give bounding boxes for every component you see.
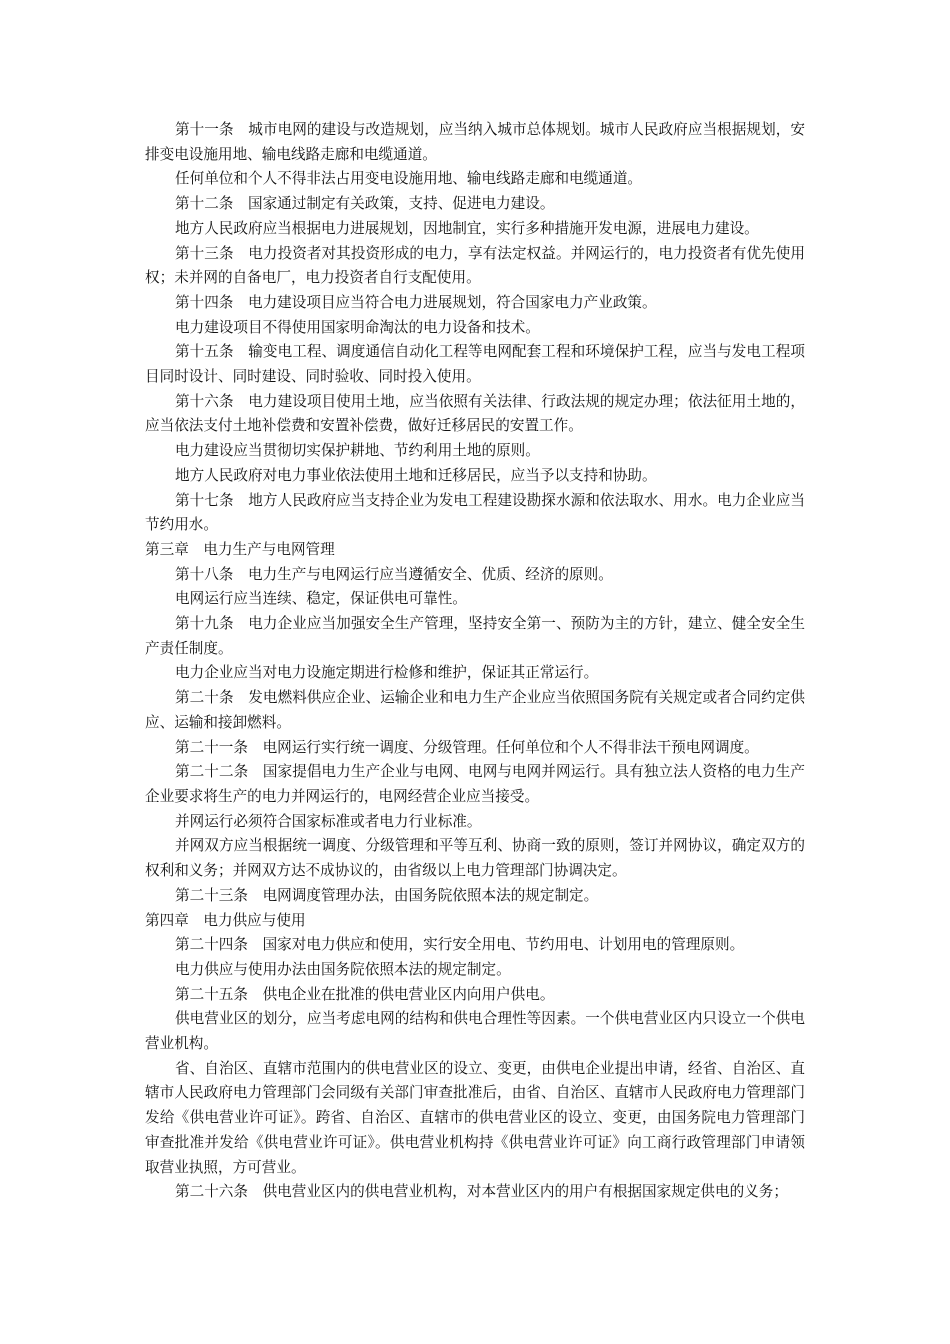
paragraph: 地方人民政府应当根据电力进展规划，因地制宜，实行多种措施开发电源，进展电力建设。 — [175, 219, 759, 237]
paragraph: 电力建设应当贯彻切实保护耕地、节约利用土地的原则。 — [175, 442, 540, 460]
document-page — [145, 118, 805, 1205]
paragraph: 第二十条 发电燃料供应企业、运输企业和电力生产企业应当依照国务院有关规定或者合同约定供应、运输和接卸燃料。 — [145, 689, 805, 731]
paragraph: 第二十五条 供电企业在批准的供电营业区内向用户供电。 — [175, 985, 555, 1003]
chapter-heading: 第四章 电力供应与使用 — [145, 911, 306, 929]
paragraph: 第十四条 电力建设项目应当符合电力进展规划，符合国家电力产业政策。 — [175, 293, 657, 311]
paragraph: 第十八条 电力生产与电网运行应当遵循安全、优质、经济的原则。 — [175, 565, 613, 583]
paragraph: 第十九条 电力企业应当加强安全生产管理，坚持安全第一、预防为主的方针，建立、健全安全生产责任制度。 — [145, 615, 805, 657]
paragraph: 第十三条 电力投资者对其投资形成的电力，享有法定权益。并网运行的，电力投资者有优先使用权；未并网的自备电厂，电力投资者自行支配使用。 — [145, 244, 805, 287]
paragraph: 第十五条 输变电工程、调度通信自动化工程等电网配套工程和环境保护工程，应当与发电工程项目同时设计、同时建设、同时验收、同时投入使用。 — [145, 343, 805, 386]
paragraph: 地方人民政府对电力事业依法使用土地和迁移居民，应当予以支持和协助。 — [175, 466, 657, 484]
paragraph: 并网运行必须符合国家标准或者电力行业标准。 — [175, 812, 482, 830]
paragraph: 第十六条 电力建设项目使用土地，应当依照有关法律、行政法规的规定办理；依法征用土地的，应当依法支付土地补偿费和安置补偿费，做好迁移居民的安置工作。 — [145, 392, 805, 435]
paragraph: 省、自治区、直辖市范围内的供电营业区的设立、变更，由供电企业提出申请，经省、自治区、直辖市人民政府电力管理部门会同级有关部门审查批准后，由省、自治区、直辖市人民政府电力管理部门发给《供电营业许可证》。跨省、自治区、直辖市的供电营业区的设立、变更，由国务院电力管理部门审查批准并发给《供电营业许可证》。供电营业机构持《供电营业许可证》向工商行政管理部门申请领取营业执照，方可营业。 — [145, 1059, 805, 1176]
paragraph: 任何单位和个人不得非法占用变电设施用地、输电线路走廊和电缆通道。 — [175, 170, 643, 188]
paragraph: 电网运行应当连续、稳定，保证供电可靠性。 — [175, 590, 467, 608]
chapter-heading: 第三章 电力生产与电网管理 — [145, 540, 335, 558]
paragraph: 并网双方应当根据统一调度、分级管理和平等互利、协商一致的原则，签订并网协议，确定双方的权利和义务；并网双方达不成协议的，由省级以上电力管理部门协调决定。 — [145, 837, 805, 880]
paragraph: 第十二条 国家通过制定有关政策，支持、促进电力建设。 — [175, 195, 555, 213]
paragraph: 第二十一条 电网运行实行统一调度、分级管理。任何单位和个人不得非法干预电网调度。 — [175, 738, 759, 756]
paragraph: 第二十六条 供电营业区内的供电营业机构，对本营业区内的用户有根据国家规定供电的义务； — [175, 1183, 788, 1201]
paragraph: 电力企业应当对电力设施定期进行检修和维护，保证其正常运行。 — [175, 664, 599, 682]
paragraph: 第二十三条 电网调度管理办法，由国务院依照本法的规定制定。 — [175, 886, 599, 904]
paragraph: 第二十二条 国家提倡电力生产企业与电网、电网与电网并网运行。具有独立法人资格的电力生产企业要求将生产的电力并网运行的，电网经营企业应当接受。 — [145, 763, 805, 805]
paragraph: 第十七条 地方人民政府应当支持企业为发电工程建设勘探水源和依法取水、用水。电力企业应当节约用水。 — [145, 491, 805, 534]
paragraph: 电力建设项目不得使用国家明命淘汰的电力设备和技术。 — [175, 318, 540, 336]
paragraph: 第十一条 城市电网的建设与改造规划，应当纳入城市总体规划。城市人民政府应当根据规划，安排变电设施用地、输电线路走廊和电缆通道。 — [145, 121, 805, 163]
paragraph: 供电营业区的划分，应当考虑电网的结构和供电合理性等因素。一个供电营业区内只设立一个供电营业机构。 — [145, 1010, 805, 1053]
paragraph: 电力供应与使用办法由国务院依照本法的规定制定。 — [175, 960, 511, 978]
paragraph: 第二十四条 国家对电力供应和使用，实行安全用电、节约用电、计划用电的管理原则。 — [175, 936, 745, 954]
